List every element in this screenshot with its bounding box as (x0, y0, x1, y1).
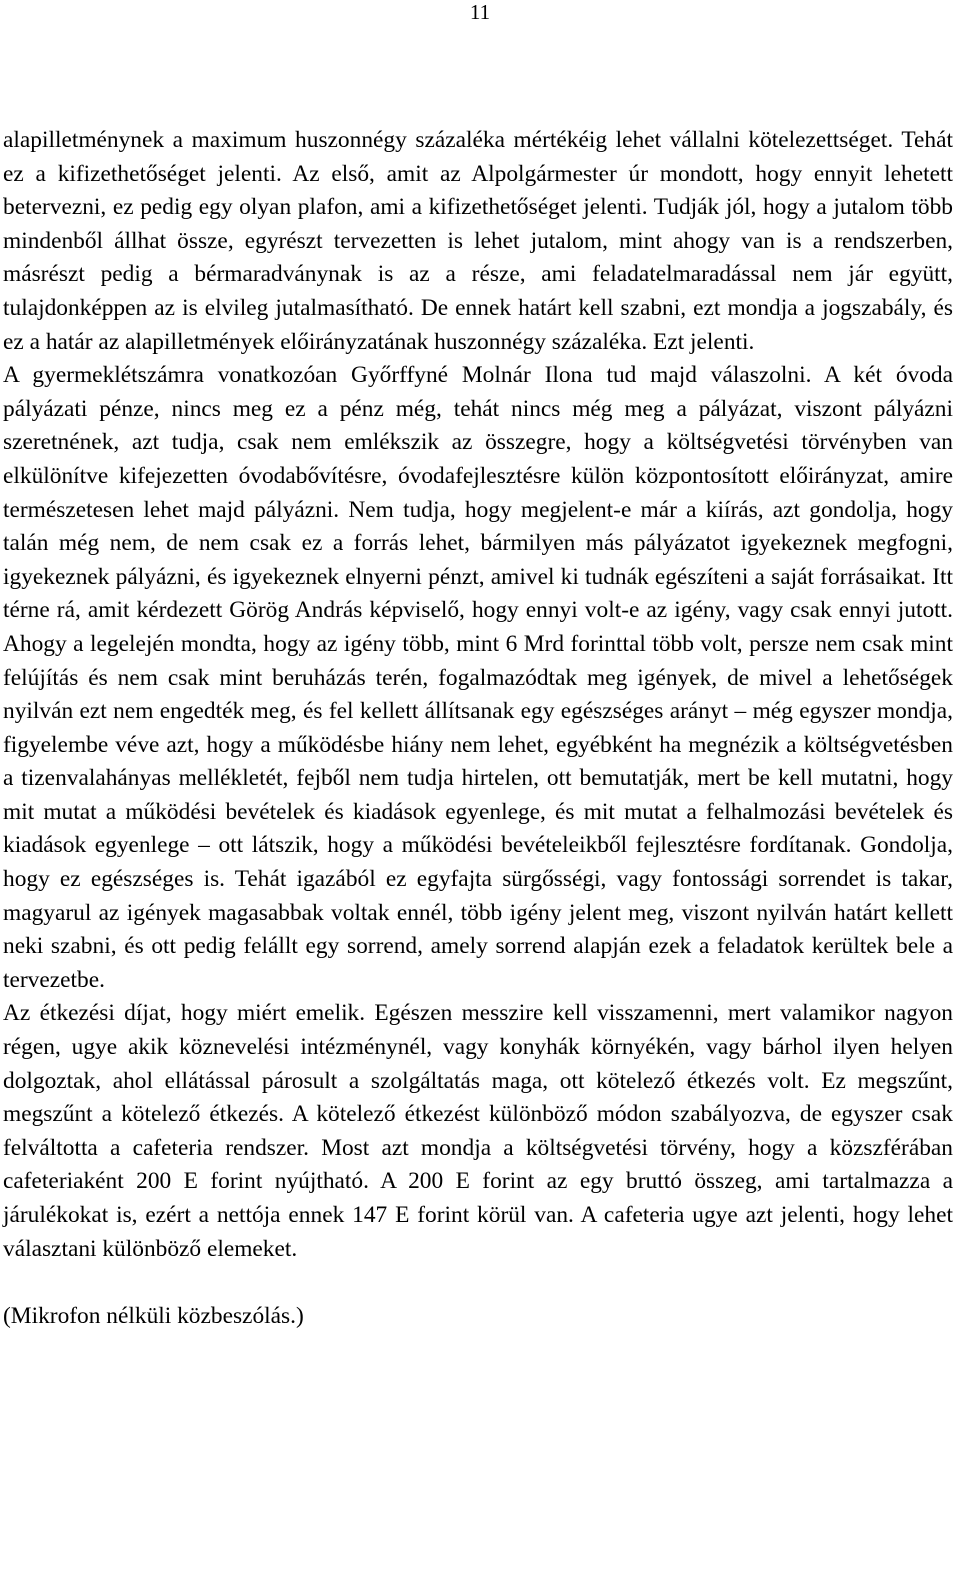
paragraph: A gyermeklétszámra vonatkozóan Győrffyné Molnár Ilona tud majd válaszolni. A két óvoda pályázati pénze, nincs meg ez a pénz még, tehát nincs még meg a pályázat, viszont pályázni szeretnének, azt tudja, csak nem emlékszik az összegre, hogy a költségvetési törvényben van elkülönítve kifejezetten óvodabővítésre, óvodafejlesztésre külön központosított előirányzat, amire természetesen lehet majd pályázni. Nem tudja, hogy megjelent-e már a kiírás, azt gondolja, hogy talán még nem, de nem csak ez a forrás lehet, bármilyen más pályázatot igyekeznek megfogni, igyekeznek pályázni, és igyekeznek elnyerni pénzt, amivel ki tudnák egészíteni a saját forrásaikat. Itt térne rá, amit kérdezett Görög András képviselő, hogy ennyi volt-e az igény, vagy csak ennyi jutott. Ahogy a legelején mondta, hogy az igény több, mint 6 Mrd forinttal több volt, persze nem csak mint felújítás és nem csak mint beruházás terén, fogalmazódtak meg igények, de mivel a lehetőségek nyilván ezt nem engedték meg, és fel kellett állítsanak egy egészséges arányt – még egyszer mondja, figyelembe véve azt, hogy a működésbe hiány nem lehet, egyébként ha megnézik a költségvetésben a tizenvalahányas mellékletét, fejből nem tudja hirtelen, ott bemutatják, mert be kell mutatni, hogy mit mutat a működési bevételek és kiadások egyenlege, és mit mutat a felhalmozási bevételek és kiadások egyenlege – ott látszik, hogy a működési bevételeikből fejlesztésre fordítanak. Gondolja, hogy ez egészséges is. Tehát igazából ez egyfajta sürgősségi, vagy fontossági sorrendet is takar, magyarul az igények magasabbak voltak ennél, több igény jelent meg, viszont nyilván határt kellett neki szabni, és ott pedig felállt egy sorrend, amely sorrend alapján ezek a feladatok kerültek bele a tervezetbe. (3, 362, 953, 993)
document-body (3, 124, 953, 1333)
paragraph-interjection: (Mikrofon nélküli közbeszólás.) (3, 1302, 304, 1329)
page-number: 11 (469, 0, 491, 24)
paragraph: Az étkezési díjat, hogy miért emelik. Egészen messzire kell visszamenni, mert valamikor nagyon régen, ugye akik köznevelési intézménynél, vagy konyhák környékén, vagy bárhol ilyen helyen dolgoztak, ahol ellátással párosult a szolgáltatás maga, ott kötelező étkezés volt. Ez megszűnt, megszűnt a kötelező étkezés. A kötelező étkezést különböző módon szabályozva, de egyszer csak felváltotta a cafeteria rendszer. Most azt mondja a költségvetési törvény, hogy a közszférában cafeteriaként 200 E forint nyújtható. A 200 E forint az egy bruttó összeg, ami tartalmazza a járulékokat is, ezért a nettója ennek 147 E forint körül van. A cafeteria ugye azt jelenti, hogy lehet választani különböző elemeket. (3, 1000, 953, 1262)
blank-line (3, 1266, 953, 1300)
paragraph: alapilletménynek a maximum huszonnégy százaléka mértékéig lehet vállalni kötelezettséget. Tehát ez a kifizethetőséget jelenti. Az első, amit az Alpolgármester úr mondott, hogy ennyit lehetett betervezni, ez pedig egy olyan plafon, ami a kifizethetőséget jelenti. Tudják jól, hogy a jutalom több mindenből állhat össze, egyrészt tervezetten is lehet jutalom, mint ahogy van is a rendszerben, másrészt pedig a bérmaradványnak is az a része, ami feladatelmaradással nem jár együtt, tulajdonképpen az is elvileg jutalmasítható. De ennek határt kell szabni, ezt mondja a jogszabály, és ez a határ az alapilletmények előirányzatának huszonnégy százaléka. Ezt jelenti. (3, 127, 953, 355)
